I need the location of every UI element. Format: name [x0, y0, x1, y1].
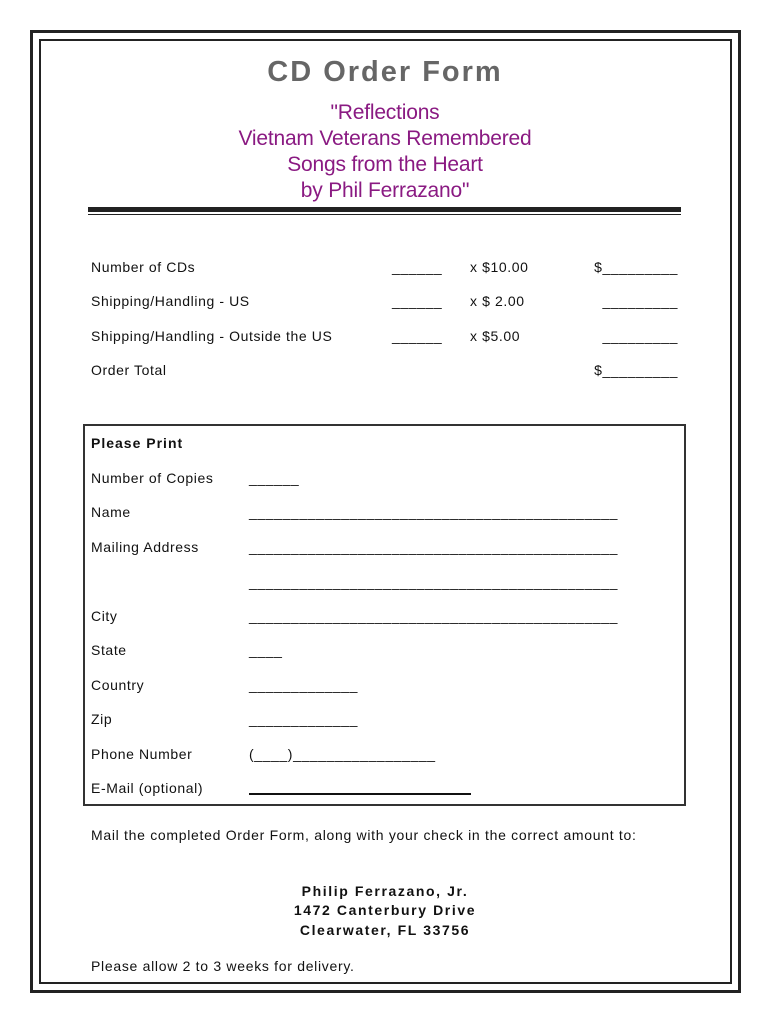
unit-price: x $ 2.00 — [470, 293, 525, 309]
order-label: Shipping/Handling - US — [91, 293, 250, 309]
field-blank[interactable]: _____________ — [249, 677, 359, 693]
field-label: Country — [91, 677, 145, 693]
field-name — [0, 504, 770, 524]
address-line: Clearwater, FL 33756 — [299, 922, 471, 938]
field-blank[interactable]: _____________ — [249, 711, 359, 727]
field-state — [0, 642, 770, 662]
subtitle-line: Vietnam Veterans Remembered — [238, 127, 532, 150]
field-email — [0, 780, 770, 800]
field-label: City — [91, 608, 118, 624]
field-phone-number — [0, 746, 770, 766]
delivery-note: Please allow 2 to 3 weeks for delivery. — [91, 958, 355, 974]
form-heading-row — [0, 435, 770, 455]
amount-blank[interactable]: _________ — [602, 293, 678, 309]
field-mailing-address-line-2 — [0, 574, 770, 594]
album-subtitle — [0, 100, 770, 204]
field-label: Number of Copies — [91, 470, 214, 486]
field-blank[interactable]: ____ — [249, 642, 283, 658]
field-mailing-address — [0, 539, 770, 559]
amount-blank[interactable]: $_________ — [594, 259, 678, 275]
field-city — [0, 608, 770, 628]
page-title: CD Order Form — [267, 56, 503, 88]
amount-blank[interactable]: $_________ — [594, 362, 678, 378]
order-label: Shipping/Handling - Outside the US — [91, 328, 333, 344]
divider-thick — [88, 207, 681, 212]
quantity-blank[interactable]: ______ — [392, 293, 443, 309]
address-line: Philip Ferrazano, Jr. — [301, 883, 469, 899]
order-row-cds — [0, 259, 770, 279]
form-heading: Please Print — [91, 435, 184, 451]
divider-thin — [88, 214, 681, 215]
quantity-blank[interactable]: ______ — [392, 328, 443, 344]
amount-blank[interactable]: _________ — [602, 328, 678, 344]
mailing-instructions: Mail the completed Order Form, along with your check in the correct amount to: — [91, 827, 637, 843]
subtitle-line: by Phil Ferrazano" — [300, 179, 470, 202]
field-label: State — [91, 642, 127, 658]
order-label: Number of CDs — [91, 259, 196, 275]
field-blank[interactable]: (____)_________________ — [249, 746, 436, 762]
field-label: Zip — [91, 711, 113, 727]
subtitle-line: Songs from the Heart — [287, 153, 483, 176]
field-country — [0, 677, 770, 697]
field-blank[interactable]: ____________________________________________ — [249, 574, 618, 590]
field-number-of-copies — [0, 470, 770, 490]
unit-price: x $5.00 — [470, 328, 521, 344]
field-label: Phone Number — [91, 746, 193, 762]
order-label: Order Total — [91, 362, 167, 378]
order-row-total — [0, 362, 770, 382]
quantity-blank[interactable]: ______ — [392, 259, 443, 275]
email-blank[interactable] — [249, 793, 471, 795]
field-label: E-Mail (optional) — [91, 780, 204, 796]
order-row-shipping-intl — [0, 328, 770, 348]
subtitle-line: "Reflections — [330, 101, 440, 124]
field-label: Name — [91, 504, 131, 520]
order-row-shipping-us — [0, 293, 770, 313]
field-label: Mailing Address — [91, 539, 199, 555]
field-blank[interactable]: ______ — [249, 470, 300, 486]
address-line: 1472 Canterbury Drive — [293, 902, 477, 918]
field-blank[interactable]: ____________________________________________ — [249, 608, 618, 624]
field-blank[interactable]: ____________________________________________ — [249, 539, 618, 555]
unit-price: x $10.00 — [470, 259, 529, 275]
field-zip — [0, 711, 770, 731]
field-blank[interactable]: ____________________________________________ — [249, 504, 618, 520]
